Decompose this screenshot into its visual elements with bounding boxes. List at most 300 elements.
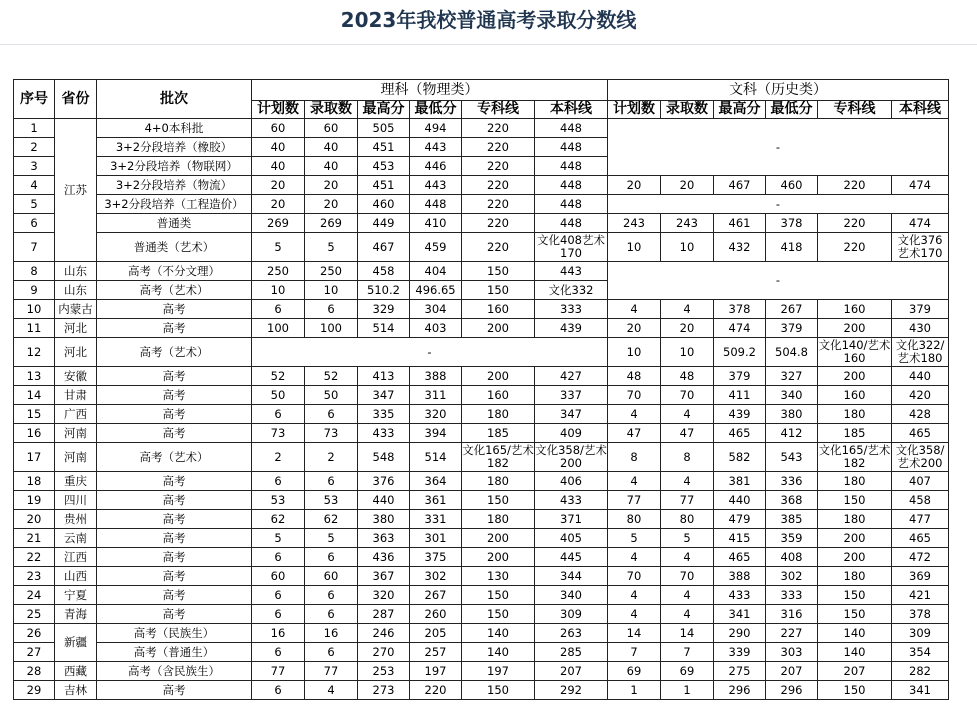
province-cell: 河南 [55, 443, 97, 472]
province-cell: 贵州 [55, 510, 97, 529]
science-max-cell: 363 [358, 529, 410, 548]
science-undergrad-line-cell: 448 [535, 157, 608, 176]
science-college-line-cell: 200 [462, 529, 535, 548]
header-arts-plan: 计划数 [608, 101, 661, 119]
batch-cell: 高考（不分文理） [97, 262, 252, 281]
science-admitted-cell: 5 [305, 529, 358, 548]
science-max-cell: 273 [358, 681, 410, 700]
science-plan-cell: 6 [252, 300, 305, 319]
science-plan-cell: 250 [252, 262, 305, 281]
arts-undergrad-line-cell: 440 [892, 367, 949, 386]
batch-cell: 高考 [97, 681, 252, 700]
header-sci-admitted: 录取数 [305, 101, 358, 119]
header-arts-group: 文科（历史类） [608, 80, 949, 101]
arts-undergrad-line-cell: 文化376艺术170 [892, 233, 949, 262]
arts-college-line-cell: 150 [818, 491, 892, 510]
row-number: 13 [14, 367, 55, 386]
table-row [14, 233, 949, 262]
row-number: 1 [14, 119, 55, 138]
science-min-cell: 496.65 [410, 281, 462, 300]
arts-admitted-cell: 4 [661, 586, 714, 605]
science-min-cell: 394 [410, 424, 462, 443]
batch-cell: 高考（艺术） [97, 338, 252, 367]
province-cell: 安徽 [55, 367, 97, 386]
arts-min-cell: 380 [766, 405, 818, 424]
science-max-cell: 287 [358, 605, 410, 624]
science-max-cell: 380 [358, 510, 410, 529]
science-plan-cell: 60 [252, 567, 305, 586]
arts-college-line-cell: 220 [818, 214, 892, 233]
science-plan-cell: 6 [252, 643, 305, 662]
arts-undergrad-line-cell: 428 [892, 405, 949, 424]
batch-cell: 高考 [97, 510, 252, 529]
arts-plan-cell: 10 [608, 338, 661, 367]
science-plan-cell: 40 [252, 138, 305, 157]
science-admitted-cell: 20 [305, 195, 358, 214]
arts-plan-cell: 47 [608, 424, 661, 443]
table-row [14, 424, 949, 443]
arts-max-cell: 440 [714, 491, 766, 510]
arts-admitted-cell: 4 [661, 405, 714, 424]
table-row [14, 624, 949, 643]
science-min-cell: 375 [410, 548, 462, 567]
arts-plan-cell: 5 [608, 529, 661, 548]
science-max-cell: 440 [358, 491, 410, 510]
arts-max-cell: 509.2 [714, 338, 766, 367]
province-cell: 山东 [55, 262, 97, 281]
science-max-cell: 451 [358, 176, 410, 195]
science-plan-cell: 6 [252, 605, 305, 624]
arts-college-line-cell: 220 [818, 176, 892, 195]
row-number: 28 [14, 662, 55, 681]
arts-max-cell: 339 [714, 643, 766, 662]
arts-undergrad-line-cell: 458 [892, 491, 949, 510]
arts-plan-cell: 4 [608, 300, 661, 319]
science-max-cell: 436 [358, 548, 410, 567]
science-undergrad-line-cell: 406 [535, 472, 608, 491]
science-admitted-cell: 269 [305, 214, 358, 233]
science-undergrad-line-cell: 371 [535, 510, 608, 529]
province-cell: 宁夏 [55, 586, 97, 605]
header-arts-admitted: 录取数 [661, 101, 714, 119]
header-province: 省份 [55, 80, 97, 119]
science-min-cell: 494 [410, 119, 462, 138]
science-min-cell: 404 [410, 262, 462, 281]
arts-max-cell: 432 [714, 233, 766, 262]
row-number: 21 [14, 529, 55, 548]
science-college-line-cell: 180 [462, 405, 535, 424]
arts-min-cell: 408 [766, 548, 818, 567]
batch-cell: 高考（含民族生） [97, 662, 252, 681]
science-college-line-cell: 150 [462, 281, 535, 300]
arts-plan-cell: 70 [608, 567, 661, 586]
science-college-line-cell: 220 [462, 138, 535, 157]
table-row [14, 567, 949, 586]
province-cell: 内蒙古 [55, 300, 97, 319]
science-undergrad-line-cell: 433 [535, 491, 608, 510]
arts-plan-cell: 14 [608, 624, 661, 643]
table-row [14, 586, 949, 605]
science-admitted-cell: 6 [305, 605, 358, 624]
science-admitted-cell: 60 [305, 567, 358, 586]
arts-undergrad-line-cell: 474 [892, 176, 949, 195]
science-plan-cell: 6 [252, 681, 305, 700]
science-admitted-cell: 62 [305, 510, 358, 529]
batch-cell: 高考 [97, 605, 252, 624]
arts-undergrad-line-cell: 430 [892, 319, 949, 338]
header-arts-undergrad-line: 本科线 [892, 101, 949, 119]
science-admitted-cell: 16 [305, 624, 358, 643]
arts-admitted-cell: 47 [661, 424, 714, 443]
arts-max-cell: 379 [714, 367, 766, 386]
arts-admitted-cell: 20 [661, 319, 714, 338]
science-college-line-cell: 220 [462, 119, 535, 138]
arts-undergrad-line-cell: 文化322/艺术180 [892, 338, 949, 367]
arts-college-line-cell: 160 [818, 386, 892, 405]
science-plan-cell: 6 [252, 586, 305, 605]
arts-admitted-cell: 4 [661, 300, 714, 319]
province-cell: 青海 [55, 605, 97, 624]
table-row [14, 214, 949, 233]
arts-min-cell: 303 [766, 643, 818, 662]
table-row [14, 472, 949, 491]
batch-cell: 高考（艺术） [97, 443, 252, 472]
arts-college-line-cell: 200 [818, 529, 892, 548]
science-undergrad-line-cell: 文化332 [535, 281, 608, 300]
row-number: 16 [14, 424, 55, 443]
province-cell: 河北 [55, 338, 97, 367]
batch-cell: 高考 [97, 424, 252, 443]
arts-min-cell: 543 [766, 443, 818, 472]
arts-undergrad-line-cell: 309 [892, 624, 949, 643]
science-undergrad-line-cell: 263 [535, 624, 608, 643]
science-admitted-cell: 40 [305, 138, 358, 157]
science-max-cell: 320 [358, 586, 410, 605]
arts-college-line-cell: 150 [818, 605, 892, 624]
science-undergrad-line-cell: 337 [535, 386, 608, 405]
header-sci-min: 最低分 [410, 101, 462, 119]
science-admitted-cell: 77 [305, 662, 358, 681]
arts-plan-cell: 80 [608, 510, 661, 529]
science-max-cell: 467 [358, 233, 410, 262]
row-number: 9 [14, 281, 55, 300]
arts-undergrad-line-cell: 354 [892, 643, 949, 662]
arts-undergrad-line-cell: 421 [892, 586, 949, 605]
science-min-cell: 446 [410, 157, 462, 176]
row-number: 26 [14, 624, 55, 643]
science-undergrad-line-cell: 445 [535, 548, 608, 567]
arts-max-cell: 381 [714, 472, 766, 491]
science-min-cell: 304 [410, 300, 462, 319]
science-college-line-cell: 220 [462, 176, 535, 195]
province-cell: 云南 [55, 529, 97, 548]
header-arts-college-line: 专科线 [818, 101, 892, 119]
science-max-cell: 270 [358, 643, 410, 662]
science-max-cell: 449 [358, 214, 410, 233]
arts-plan-cell: 20 [608, 319, 661, 338]
arts-college-line-cell: 220 [818, 233, 892, 262]
batch-cell: 高考 [97, 567, 252, 586]
science-admitted-cell: 6 [305, 472, 358, 491]
science-undergrad-line-cell: 文化408艺术170 [535, 233, 608, 262]
province-cell: 山西 [55, 567, 97, 586]
arts-max-cell: 275 [714, 662, 766, 681]
arts-college-line-cell: 200 [818, 548, 892, 567]
arts-college-line-cell: 207 [818, 662, 892, 681]
arts-college-line-cell: 180 [818, 567, 892, 586]
arts-undergrad-line-cell: 465 [892, 529, 949, 548]
province-cell: 重庆 [55, 472, 97, 491]
science-max-cell: 514 [358, 319, 410, 338]
arts-plan-cell: 243 [608, 214, 661, 233]
arts-max-cell: 341 [714, 605, 766, 624]
science-plan-cell: 77 [252, 662, 305, 681]
science-admitted-cell: 50 [305, 386, 358, 405]
province-cell: 山东 [55, 281, 97, 300]
arts-max-cell: 439 [714, 405, 766, 424]
arts-min-cell: 504.8 [766, 338, 818, 367]
arts-plan-cell: 8 [608, 443, 661, 472]
science-undergrad-line-cell: 文化358/艺术200 [535, 443, 607, 470]
province-cell: 吉林 [55, 681, 97, 700]
science-min-cell: 205 [410, 624, 462, 643]
science-min-cell: 514 [410, 443, 462, 472]
science-max-cell: 329 [358, 300, 410, 319]
arts-max-cell: 296 [714, 681, 766, 700]
page-title: 2023年我校普通高考录取分数线 [340, 8, 637, 32]
row-number: 12 [14, 338, 55, 367]
science-plan-cell: 53 [252, 491, 305, 510]
province-cell: 西藏 [55, 662, 97, 681]
arts-admitted-cell: 243 [661, 214, 714, 233]
science-min-cell: 302 [410, 567, 462, 586]
science-max-cell: 376 [358, 472, 410, 491]
science-college-line-cell: 140 [462, 624, 535, 643]
arts-college-line-cell: 180 [818, 472, 892, 491]
table-row [14, 119, 949, 138]
row-number: 23 [14, 567, 55, 586]
arts-undergrad-line-cell: 378 [892, 605, 949, 624]
arts-college-line-cell: 140 [818, 643, 892, 662]
science-admitted-cell: 6 [305, 586, 358, 605]
admission-score-table [13, 79, 949, 700]
batch-cell: 高考 [97, 386, 252, 405]
header-row-group [14, 80, 949, 101]
row-number: 29 [14, 681, 55, 700]
science-undergrad-line-cell: 344 [535, 567, 608, 586]
science-min-cell: 311 [410, 386, 462, 405]
province-cell: 四川 [55, 491, 97, 510]
science-admitted-cell: 2 [305, 443, 358, 472]
row-number: 8 [14, 262, 55, 281]
science-plan-cell: 5 [252, 529, 305, 548]
arts-min-cell: 296 [766, 681, 818, 700]
arts-max-cell: 461 [714, 214, 766, 233]
arts-undergrad-line-cell: 341 [892, 681, 949, 700]
science-undergrad-line-cell: 427 [535, 367, 608, 386]
row-number: 19 [14, 491, 55, 510]
science-undergrad-line-cell: 448 [535, 214, 608, 233]
science-college-line-cell: 150 [462, 586, 535, 605]
batch-cell: 高考 [97, 405, 252, 424]
science-undergrad-line-cell: 439 [535, 319, 608, 338]
table-row [14, 405, 949, 424]
batch-cell: 3+2分段培养（物流） [97, 176, 252, 195]
table-row [14, 643, 949, 662]
table-row [14, 605, 949, 624]
science-undergrad-line-cell: 309 [535, 605, 608, 624]
science-min-cell: 388 [410, 367, 462, 386]
science-admitted-cell: 6 [305, 548, 358, 567]
table-row [14, 338, 949, 367]
row-number: 6 [14, 214, 55, 233]
arts-undergrad-line-cell: 465 [892, 424, 949, 443]
arts-plan-cell: 1 [608, 681, 661, 700]
arts-plan-cell: 20 [608, 176, 661, 195]
table-row [14, 386, 949, 405]
batch-cell: 3+2分段培养（工程造价） [97, 195, 252, 214]
arts-plan-cell: 48 [608, 367, 661, 386]
arts-empty-cell: - [608, 119, 949, 176]
science-college-line-cell: 文化165/艺术182 [462, 443, 534, 470]
table-row [14, 300, 949, 319]
science-plan-cell: 50 [252, 386, 305, 405]
arts-min-cell: 368 [766, 491, 818, 510]
science-admitted-cell: 20 [305, 176, 358, 195]
arts-plan-cell: 70 [608, 386, 661, 405]
arts-admitted-cell: 14 [661, 624, 714, 643]
arts-plan-cell: 77 [608, 491, 661, 510]
table-row [14, 443, 949, 472]
science-undergrad-line-cell: 340 [535, 586, 608, 605]
science-undergrad-line-cell: 207 [535, 662, 608, 681]
arts-college-line-cell: 140 [818, 624, 892, 643]
arts-college-line-cell: 150 [818, 586, 892, 605]
arts-undergrad-line-cell: 407 [892, 472, 949, 491]
science-max-cell: 246 [358, 624, 410, 643]
arts-plan-cell: 4 [608, 548, 661, 567]
header-batch: 批次 [97, 80, 252, 119]
science-admitted-cell: 100 [305, 319, 358, 338]
arts-college-line-cell: 200 [818, 367, 892, 386]
arts-empty-cell: - [608, 195, 949, 214]
header-arts-min: 最低分 [766, 101, 818, 119]
arts-plan-cell: 4 [608, 472, 661, 491]
science-admitted-cell: 6 [305, 643, 358, 662]
science-college-line-cell: 150 [462, 605, 535, 624]
batch-cell: 高考 [97, 367, 252, 386]
science-plan-cell: 5 [252, 233, 305, 262]
batch-cell: 高考 [97, 548, 252, 567]
arts-min-cell: 359 [766, 529, 818, 548]
science-min-cell: 364 [410, 472, 462, 491]
science-admitted-cell: 10 [305, 281, 358, 300]
batch-cell: 高考 [97, 491, 252, 510]
arts-min-cell: 302 [766, 567, 818, 586]
table-row [14, 491, 949, 510]
arts-max-cell: 467 [714, 176, 766, 195]
arts-min-cell: 340 [766, 386, 818, 405]
arts-max-cell: 465 [714, 548, 766, 567]
arts-min-cell: 207 [766, 662, 818, 681]
arts-admitted-cell: 4 [661, 548, 714, 567]
science-plan-cell: 6 [252, 548, 305, 567]
arts-max-cell: 388 [714, 567, 766, 586]
arts-max-cell: 582 [714, 443, 766, 472]
arts-min-cell: 379 [766, 319, 818, 338]
batch-cell: 3+2分段培养（物联网） [97, 157, 252, 176]
arts-undergrad-line-cell: 379 [892, 300, 949, 319]
table-row [14, 367, 949, 386]
arts-admitted-cell: 1 [661, 681, 714, 700]
header-science-group: 理科（物理类） [252, 80, 608, 101]
arts-min-cell: 227 [766, 624, 818, 643]
science-undergrad-line-cell: 448 [535, 195, 608, 214]
arts-min-cell: 385 [766, 510, 818, 529]
arts-min-cell: 418 [766, 233, 818, 262]
science-plan-cell: 52 [252, 367, 305, 386]
table-row [14, 681, 949, 700]
header-sci-max: 最高分 [358, 101, 410, 119]
arts-max-cell: 411 [714, 386, 766, 405]
arts-admitted-cell: 20 [661, 176, 714, 195]
arts-admitted-cell: 69 [661, 662, 714, 681]
province-cell: 河北 [55, 319, 97, 338]
science-admitted-cell: 53 [305, 491, 358, 510]
row-number: 18 [14, 472, 55, 491]
science-admitted-cell: 40 [305, 157, 358, 176]
science-max-cell: 335 [358, 405, 410, 424]
arts-min-cell: 327 [766, 367, 818, 386]
batch-cell: 高考 [97, 529, 252, 548]
science-admitted-cell: 60 [305, 119, 358, 138]
province-cell: 新疆 [55, 624, 97, 662]
science-college-line-cell: 185 [462, 424, 535, 443]
province-cell: 河南 [55, 424, 97, 443]
row-number: 15 [14, 405, 55, 424]
science-plan-cell: 6 [252, 472, 305, 491]
science-college-line-cell: 150 [462, 262, 535, 281]
arts-admitted-cell: 77 [661, 491, 714, 510]
science-max-cell: 253 [358, 662, 410, 681]
batch-cell: 高考（民族生） [97, 624, 252, 643]
arts-min-cell: 267 [766, 300, 818, 319]
science-plan-cell: 100 [252, 319, 305, 338]
table-row [14, 319, 949, 338]
row-number: 20 [14, 510, 55, 529]
table-row [14, 195, 949, 214]
science-max-cell: 548 [358, 443, 410, 472]
arts-max-cell: 465 [714, 424, 766, 443]
science-college-line-cell: 200 [462, 319, 535, 338]
science-undergrad-line-cell: 448 [535, 119, 608, 138]
arts-college-line-cell: 160 [818, 300, 892, 319]
science-min-cell: 443 [410, 176, 462, 195]
arts-plan-cell: 7 [608, 643, 661, 662]
arts-college-line-cell: 180 [818, 510, 892, 529]
science-college-line-cell: 160 [462, 386, 535, 405]
science-admitted-cell: 4 [305, 681, 358, 700]
science-college-line-cell: 220 [462, 214, 535, 233]
arts-undergrad-line-cell: 369 [892, 567, 949, 586]
arts-undergrad-line-cell: 文化358/艺术200 [892, 443, 949, 472]
arts-undergrad-line-cell: 282 [892, 662, 949, 681]
title-divider [0, 44, 977, 45]
science-plan-cell: 62 [252, 510, 305, 529]
science-max-cell: 505 [358, 119, 410, 138]
science-max-cell: 458 [358, 262, 410, 281]
table-row [14, 510, 949, 529]
